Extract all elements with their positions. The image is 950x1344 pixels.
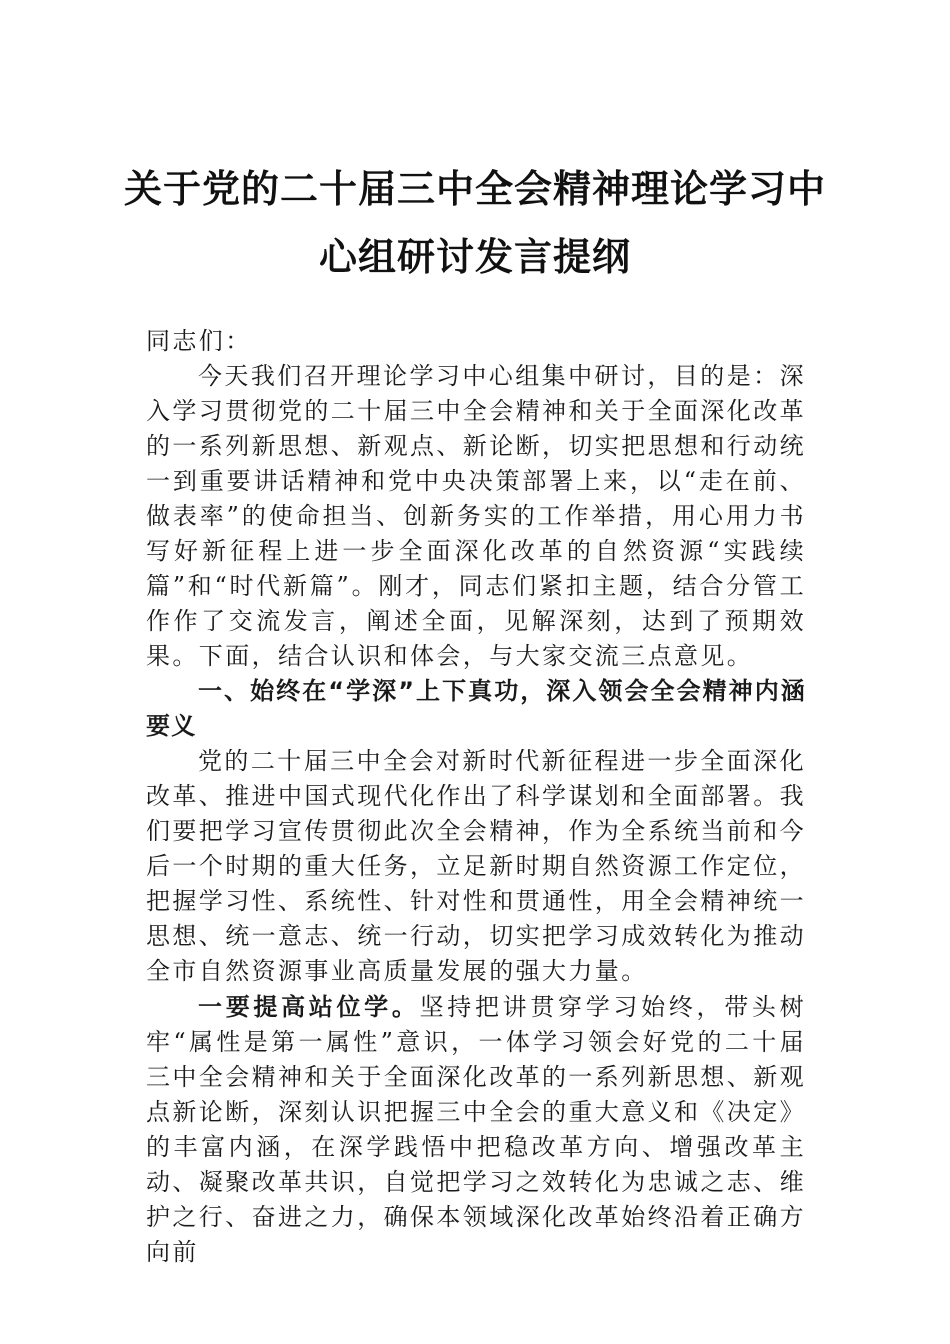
document-title-line-2: 心组研讨发言提纲 [318,234,631,279]
section-1-heading: 一、始终在“学深”上下真功，深入领会全会精神内涵要义 [146,677,806,740]
point-1-text: 坚持把讲贯穿学习始终，带头树牢“属性是第一属性”意识，一体学习领会好党的二十届三中全会精神和关于全面深化改革的一系列新思想、新观点新论断，深刻认识把握三中全会的重大意义和《决定》的丰富内涵，在深学践悟中把稳改革方向、增强改革主动、凝聚改革共识，自觉把学习之效转化为忠诚之志、维护之行、奋进之力，确保本领域深化改革始终沿着正确方向前 [146,993,806,1266]
intro-paragraph: 今天我们召开理论学习中心组集中研讨，目的是：深入学习贯彻党的二十届三中全会精神和关于全面深化改革的一系列新思想、新观点、新论断，切实把思想和行动统一到重要讲话精神和党中央决策部署上来，以“走在前、做表率”的使命担当、创新务实的工作举措，用心用力书写好新征程上进一步全面深化改革的自然资源“实践续篇”和“时代新篇”。刚才，同志们紧扣主题，结合分管工作作了交流发言，阐述全面，见解深刻，达到了预期效果。下面，结合认识和体会，与大家交流三点意见。 [146,362,806,670]
document-body [146,324,806,1270]
document-title-line-1: 关于党的二十届三中全会精神理论学习中 [123,166,826,211]
section-1-paragraph: 党的二十届三中全会对新时代新征程进一步全面深化改革、推进中国式现代化作出了科学谋划和全面部署。我们要把学习宣传贯彻此次全会精神，作为全系统当前和今后一个时期的重大任务，立足新时期自然资源工作定位，把握学习性、系统性、针对性和贯通性，用全会精神统一思想、统一意志、统一行动，切实把学习成效转化为推动全市自然资源事业高质量发展的强大力量。 [146,747,806,985]
point-1-paragraph [146,989,806,1270]
salutation: 同志们： [146,327,252,355]
point-1-lead: 一要提高站位学。 [198,992,420,1021]
